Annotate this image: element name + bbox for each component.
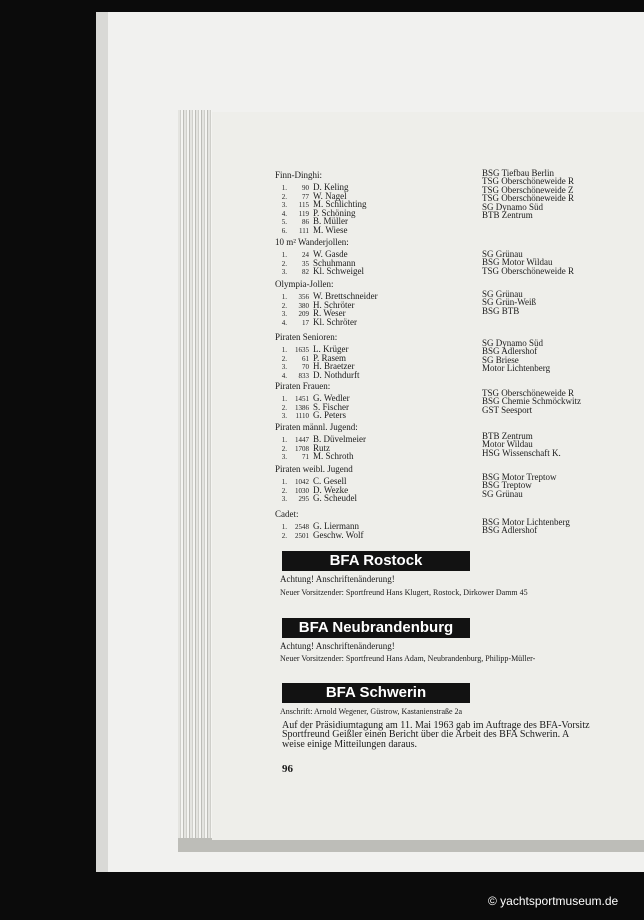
class-title: Piraten Frauen: (275, 381, 331, 391)
result-row (275, 361, 360, 370)
class-title: Finn-Dinghi: (275, 170, 323, 180)
result-row (275, 308, 378, 317)
result-row (275, 410, 350, 419)
sail-number: 295 (298, 495, 309, 504)
club-list (482, 169, 574, 219)
result-rank: 2. (281, 444, 287, 453)
class-title: 10 m² Wanderjollen: (275, 237, 349, 247)
watermark: © yachtsportmuseum.de (488, 894, 619, 908)
sail-number: 1447 (295, 436, 309, 444)
sail-number: 115 (298, 201, 309, 210)
book-lower-edge (178, 838, 644, 852)
result-row (275, 451, 366, 460)
sail-number: 61 (302, 354, 309, 363)
result-rank: 2. (281, 531, 287, 540)
club-name: TSG Oberschöneweide R (482, 176, 574, 187)
sailor-name: P. Schöning (313, 207, 356, 218)
result-rank: 4. (281, 318, 287, 327)
result-rank: 3. (281, 201, 287, 210)
club-list (482, 473, 557, 498)
sailor-name: Geschw. Wolf (313, 529, 364, 540)
sail-number: 1708 (295, 444, 309, 453)
sailor-name: B. Düvelmeier (313, 434, 366, 444)
book-page (212, 112, 644, 840)
result-rank: 1. (281, 184, 287, 192)
sail-number: 380 (298, 301, 309, 310)
result-row (275, 521, 364, 530)
result-rank: 3. (281, 453, 287, 462)
sailor-name: Kl. Schweigel (313, 266, 364, 277)
result-rank: 2. (281, 259, 287, 268)
result-rank: 1. (281, 395, 287, 403)
results-section (275, 332, 360, 378)
sailor-name: W. Nagel (313, 190, 347, 201)
sail-number: 1451 (295, 395, 309, 403)
result-row (275, 402, 350, 411)
club-list (482, 518, 570, 535)
bfa-schwerin-heading: BFA Schwerin (282, 683, 470, 703)
club-name: SG Grünau (482, 488, 523, 499)
class-title: Olympia-Jollen: (275, 279, 334, 289)
club-name: SG Briese (482, 354, 519, 365)
result-row (275, 317, 378, 326)
result-rank: 1. (281, 436, 287, 444)
result-row (275, 493, 357, 502)
result-rank: 1. (281, 346, 287, 354)
club-list (482, 339, 550, 373)
club-name: BSG Treptow (482, 480, 532, 491)
sail-number: 86 (302, 218, 309, 227)
sailor-name: R. Weser (313, 308, 346, 319)
result-rank: 3. (281, 412, 287, 421)
sail-number: 71 (302, 453, 309, 462)
results-section (275, 237, 364, 275)
club-name: SG Grünau (482, 249, 523, 259)
bfa-neubrandenburg-detail: Neuer Vorsitzender: Sportfreund Hans Adam, Neubrandenburg, Philipp-Müller- (280, 654, 536, 663)
result-rank: 1. (281, 251, 287, 259)
class-title: Piraten Senioren: (275, 332, 338, 342)
result-rank: 2. (281, 301, 287, 310)
result-rank: 3. (281, 495, 287, 504)
background-card-edge (96, 12, 108, 872)
result-rank: 2. (281, 486, 287, 495)
result-rank: 5. (281, 218, 287, 227)
sail-number: 77 (302, 192, 309, 201)
club-name: GST Seesport (482, 404, 533, 415)
sailor-name: S. Fischer (313, 401, 349, 412)
bfa-schwerin-address: Anschrift: Arnold Wegener, Güstrow, Kastanienstraße 2a (280, 707, 463, 716)
club-name: Motor Lichtenberg (482, 363, 551, 374)
result-rank: 3. (281, 310, 287, 319)
result-row (275, 530, 364, 539)
club-name: TSG Oberschöneweide R (482, 265, 574, 276)
result-row (275, 225, 367, 234)
result-rank: 2. (281, 354, 287, 363)
class-title: Piraten weibl. Jugend (275, 464, 353, 474)
club-name: BSG Tiefbau Berlin (482, 168, 555, 178)
sail-number: 356 (298, 293, 309, 301)
sailor-name: Rutz (313, 442, 330, 453)
result-row (275, 393, 350, 402)
result-rank: 2. (281, 403, 287, 412)
result-row (275, 208, 367, 217)
club-name: BSG Chemie Schmöckwitz (482, 396, 581, 407)
club-name: HSG Wissenschaft K. (482, 447, 561, 458)
sailor-name: H. Schröter (313, 299, 355, 310)
bfa-rostock-heading: BFA Rostock (282, 551, 470, 571)
result-row (275, 434, 366, 443)
sail-number: 1042 (295, 478, 309, 486)
page-stack-edges (178, 110, 212, 842)
results-section (275, 170, 367, 234)
sailor-name: G. Peters (313, 410, 346, 421)
sail-number: 209 (298, 310, 309, 319)
page-number: 96 (282, 763, 293, 775)
results-section (275, 422, 366, 460)
club-name: BSG Adlershof (482, 525, 538, 536)
sailor-name: Schuhmann (313, 257, 356, 268)
result-row (275, 344, 360, 353)
club-name: BTB Zentrum (482, 431, 533, 441)
club-name: BTB Zentrum (482, 210, 533, 221)
club-name: Motor Wildau (482, 439, 533, 450)
result-row (275, 199, 367, 208)
sail-number: 82 (302, 268, 309, 277)
sail-number: 1635 (295, 346, 309, 354)
result-rank: 1. (281, 478, 287, 486)
club-name: TSG Oberschöneweide R (482, 388, 574, 398)
paragraph-line: weise einige Mitteilungen daraus. (282, 738, 417, 750)
result-rank: 6. (281, 226, 287, 235)
sailor-name: C. Gesell (313, 476, 347, 486)
result-rank: 4. (281, 209, 287, 218)
sail-number: 1386 (295, 403, 309, 412)
result-row (275, 249, 364, 258)
sailor-name: W. Gasde (313, 249, 348, 259)
sailor-name: P. Rasem (313, 352, 347, 363)
result-row (275, 191, 367, 200)
result-row (275, 485, 357, 494)
club-list (482, 432, 561, 457)
bfa-neubrandenburg-notice: Achtung! Anschriftenänderung! (280, 641, 395, 651)
sailor-name: M. Schroth (313, 451, 354, 462)
sail-number: 90 (302, 184, 309, 192)
bfa-rostock-notice: Achtung! Anschriftenänderung! (280, 574, 395, 584)
result-rank: 1. (281, 523, 287, 531)
sailor-name: H. Braetzer (313, 361, 355, 372)
paragraph-line: Sportfreund Geißler einen Bericht über die Arbeit des BFA Schwerin. A (282, 729, 570, 741)
bfa-neubrandenburg-heading: BFA Neubrandenburg (282, 618, 470, 638)
result-row (275, 476, 357, 485)
sail-number: 833 (298, 371, 309, 380)
sailor-name: M. Schlichting (313, 199, 367, 210)
sailor-name: D. Wezke (313, 484, 349, 495)
paragraph-line: Auf der Präsidiumtagung am 11. Mai 1963 gab im Auftrage des BFA-Vorsitz (282, 720, 590, 731)
result-rank: 3. (281, 268, 287, 277)
club-name: SG Grünau (482, 289, 523, 299)
club-list (482, 250, 574, 275)
club-name: TSG Oberschöneweide R (482, 193, 574, 204)
sail-number: 2548 (295, 523, 309, 531)
sailor-name: Kl. Schröter (313, 316, 357, 327)
sailor-name: B. Müller (313, 216, 348, 227)
results-section (275, 509, 364, 538)
sail-number: 119 (298, 209, 309, 218)
sail-number: 1110 (295, 412, 309, 421)
sailor-name: D. Nothdurft (313, 369, 360, 380)
sailor-name: G. Liermann (313, 521, 359, 531)
sail-number: 111 (299, 226, 309, 235)
club-name: BSG BTB (482, 305, 520, 316)
sail-number: 35 (302, 259, 309, 268)
club-name: SG Grün-Weiß (482, 297, 537, 308)
results-section (275, 381, 350, 419)
sail-number: 70 (302, 363, 309, 372)
result-rank: 2. (281, 192, 287, 201)
results-section (275, 464, 357, 502)
sailor-name: G. Scheudel (313, 493, 357, 504)
club-name: SG Dynamo Süd (482, 338, 544, 348)
class-title: Piraten männl. Jugend: (275, 422, 358, 432)
sailor-name: L. Krüger (313, 344, 349, 354)
sailor-name: W. Brettschneider (313, 291, 378, 301)
result-row (275, 370, 360, 379)
result-rank: 4. (281, 371, 287, 380)
result-rank: 1. (281, 293, 287, 301)
result-row (275, 291, 378, 300)
result-row (275, 266, 364, 275)
result-row (275, 258, 364, 267)
sailor-name: D. Keling (313, 182, 349, 192)
club-name: BSG Motor Lichtenberg (482, 517, 570, 527)
club-list (482, 290, 536, 315)
club-name: BSG Motor Wildau (482, 257, 553, 268)
class-title: Cadet: (275, 509, 299, 519)
bfa-schwerin-paragraph (282, 721, 590, 749)
result-row (275, 182, 367, 191)
club-name: BSG Motor Treptow (482, 472, 557, 482)
sailor-name: M. Wiese (313, 224, 348, 235)
sail-number: 1030 (295, 486, 309, 495)
club-name: TSG Oberschöneweide Z (482, 184, 574, 195)
club-name: SG Dynamo Süd (482, 201, 544, 212)
sail-number: 17 (302, 318, 309, 327)
bfa-rostock-detail: Neuer Vorsitzender: Sportfreund Hans Klugert, Rostock, Dirkower Damm 45 (280, 588, 528, 597)
sail-number: 2501 (295, 531, 309, 540)
sail-number: 24 (302, 251, 309, 259)
club-name: BSG Adlershof (482, 346, 538, 357)
sailor-name: G. Wedler (313, 393, 350, 403)
results-section (275, 279, 378, 325)
result-rank: 3. (281, 363, 287, 372)
club-list (482, 389, 581, 414)
